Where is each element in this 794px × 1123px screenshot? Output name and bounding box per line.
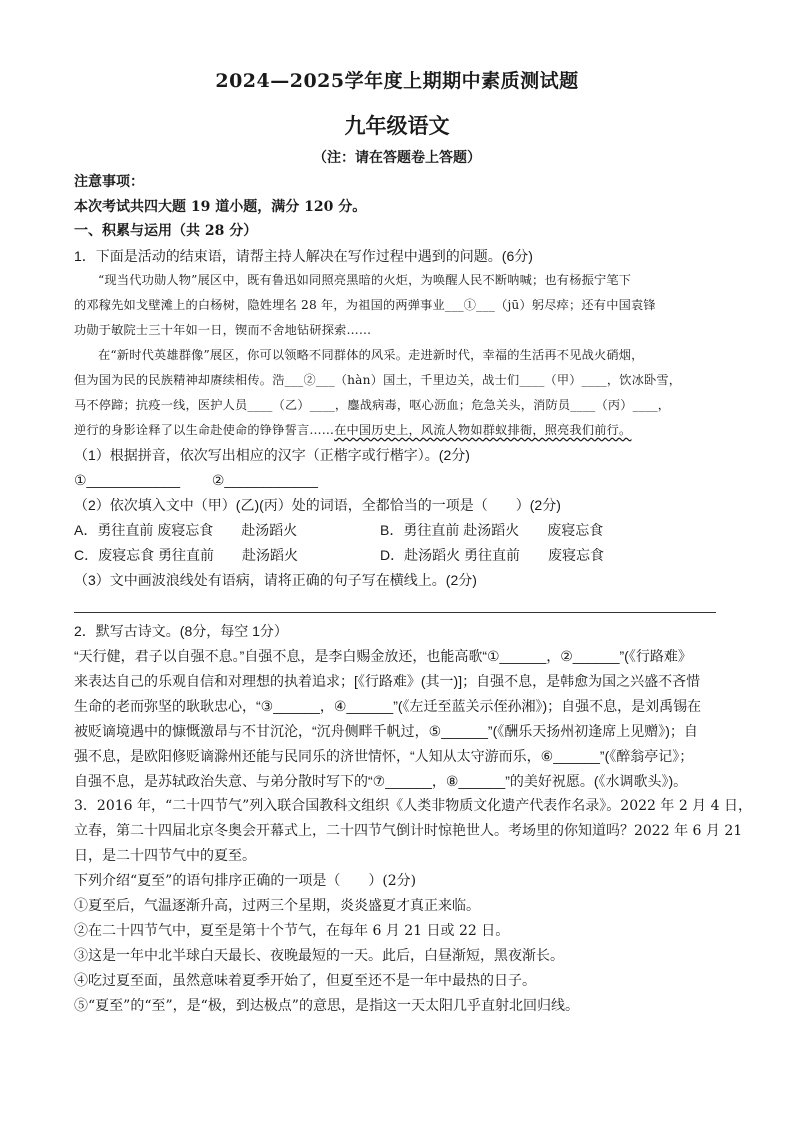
q2-line1: “天行健，君子以自强不息。”自强不息，是李白赐金放还，也能高歌“①______，②______”(《行路难》 (74, 648, 692, 664)
q1-para2-line2: 但为国为民的民族精神却赓续相传。浩___②___（hàn）国土，千里边关，战士们____（甲）____，饮冰卧雪， (74, 373, 682, 387)
q1-sub3: （3）文中画波浪线处有语病，请将正确的句子写在横线上。(2分) (74, 572, 477, 588)
q1-para1-line3: 功勋于敏院士三十年如一日，锲而不舍地钻研探索…… (74, 323, 372, 337)
q1-sub1-blanks: ①____________ ②____________ (74, 472, 318, 488)
option-b: B．勇往直前 赴汤蹈火 废寝忘食 (380, 522, 604, 538)
q3-line3: 日，是二十四节气中的夏至。 (74, 848, 256, 864)
q1-para1-line1: “现当代功勋人物”展区中，既有鲁迅如同照亮黑暗的火炬，为唤醒人民不断呐喊；也有杨振宁笔下 (98, 273, 632, 287)
notice-heading: 注意事项： (74, 174, 144, 190)
fill-blank-1: ___①___ (444, 298, 496, 312)
q3-sentence-1: ①夏至后，气温逐渐升高，过两三个星期，炎炎盛夏才真正来临。 (74, 898, 480, 914)
q1-para2-line4-start: 逆行的身影诠释了以生命赴使命的铮铮誓言…… (74, 423, 335, 437)
q3-sentence-4: ④吃过夏至面，虽然意味着夏季开始了，但夏至还不是一年中最热的日子。 (74, 973, 536, 989)
q3-sentence-5: ⑤“夏至”的“至”，是“极，到达极点”的意思，是指这一天太阳几乎直射北回归线。 (74, 998, 579, 1014)
answer-line (74, 612, 716, 613)
q1-para2-line4 (74, 420, 631, 440)
q1-para1-line2-end: （jū）躬尽瘁；还有中国袁锋 (495, 298, 656, 312)
q3-line2: 立春，第二十四届北京冬奥会开幕式上，二十四节气倒计时惊艳世人。考场里的你知道吗？2022 年 6 月 21 (74, 823, 743, 839)
q1-para1-line2-start: 的邓稼先如戈壁滩上的白杨树，隐姓埋名 28 年，为祖国的两弹事业 (74, 298, 445, 312)
wavy-underlined-sentence: 在中国历史上，风流人物如群蚁排衙，照亮我们前行。 (334, 423, 632, 437)
q2-line6: 自强不息，是苏轼政治失意、与弟分散时写下的“⑦______，⑧______”的美好祝愿。(《水调歌头》)。 (74, 773, 688, 789)
question-1-stem: 1．下面是活动的结束语，请帮主持人解决在写作过程中遇到的问题。(6分) (74, 248, 533, 264)
q3-sentence-2: ②在二十四节气中，夏至是第十个节气，在每年 6 月 21 日或 22 日。 (74, 923, 510, 939)
q1-sub1: （1）根据拼音，依次写出相应的汉字（正楷字或行楷字）。(2分) (74, 447, 470, 463)
q1-para1-line2 (74, 295, 656, 315)
q3-line1: 3．2016 年，“二十四节气”列入联合国教科文组织《人类非物质文化遗产代表作名录》。2022 年 2 月 4 日， (74, 798, 752, 814)
q2-line4: 被贬谪境遇中的慷慨激昂与不甘沉沦，“沉舟侧畔千帆过，⑤______”(《酬乐天扬州初逢席上见赠》)；自 (74, 723, 698, 739)
option-c: C．废寝忘食 勇往直前 赴汤蹈火 (74, 547, 298, 563)
subject-title: 九年级语文 (344, 113, 450, 138)
q3-prompt: 下列介绍“夏至”的语句排序正确的一项是（ ）(2分) (74, 873, 417, 889)
exam-title: 2024—2025学年度上期期中素质测试题 (215, 70, 579, 92)
question-2-stem: 2．默写古诗文。(8分，每空 1分） (74, 623, 288, 639)
q2-line2: 来表达自己的乐观自信和对理想的执着追求；[《行路难》(其一)]；自强不息，是韩愈为国之兴盛不吝惜 (74, 673, 701, 689)
q1-sub2: （2）依次填入文中（甲）(乙)(丙）处的词语，全都恰当的一项是（ ）(2分) (74, 497, 561, 513)
option-d: D．赴汤蹈火 勇往直前 废寝忘食 (380, 547, 604, 563)
q1-para2-line1: 在“新时代英雄群像”展区，你可以领略不同群体的风采。走进新时代，幸福的生活再不见战火硝烟， (98, 348, 644, 362)
q2-line5: 强不息，是欧阳修贬谪滁州还能与民同乐的济世情怀，“人知从太守游而乐，⑥______”(《醉翁亭记》； (74, 748, 694, 764)
notice-text: 本次考试共四大题 19 道小题，满分 120 分。 (74, 199, 367, 215)
answer-note: （注：请在答题卷上答题） (313, 150, 481, 166)
option-a: A．勇往直前 废寝忘食 赴汤蹈火 (74, 522, 298, 538)
q2-line3: 生命的老而弥坚的耿耿忠心，“③______，④______”(《左迁至蓝关示侄孙湘》)；自强不息，是刘禹锡在 (74, 698, 702, 714)
section-heading: 一、积累与运用（共 28 分） (74, 223, 258, 239)
q1-para2-line3: 马不停蹄；抗疫一线，医护人员____（乙）____，鏖战病毒，呕心沥血；危急关头，消防员____（丙）____， (74, 398, 671, 412)
q3-sentence-3: ③这是一年中北半球白天最长、夜晚最短的一天。此后，白昼渐短，黑夜渐长。 (74, 948, 564, 964)
